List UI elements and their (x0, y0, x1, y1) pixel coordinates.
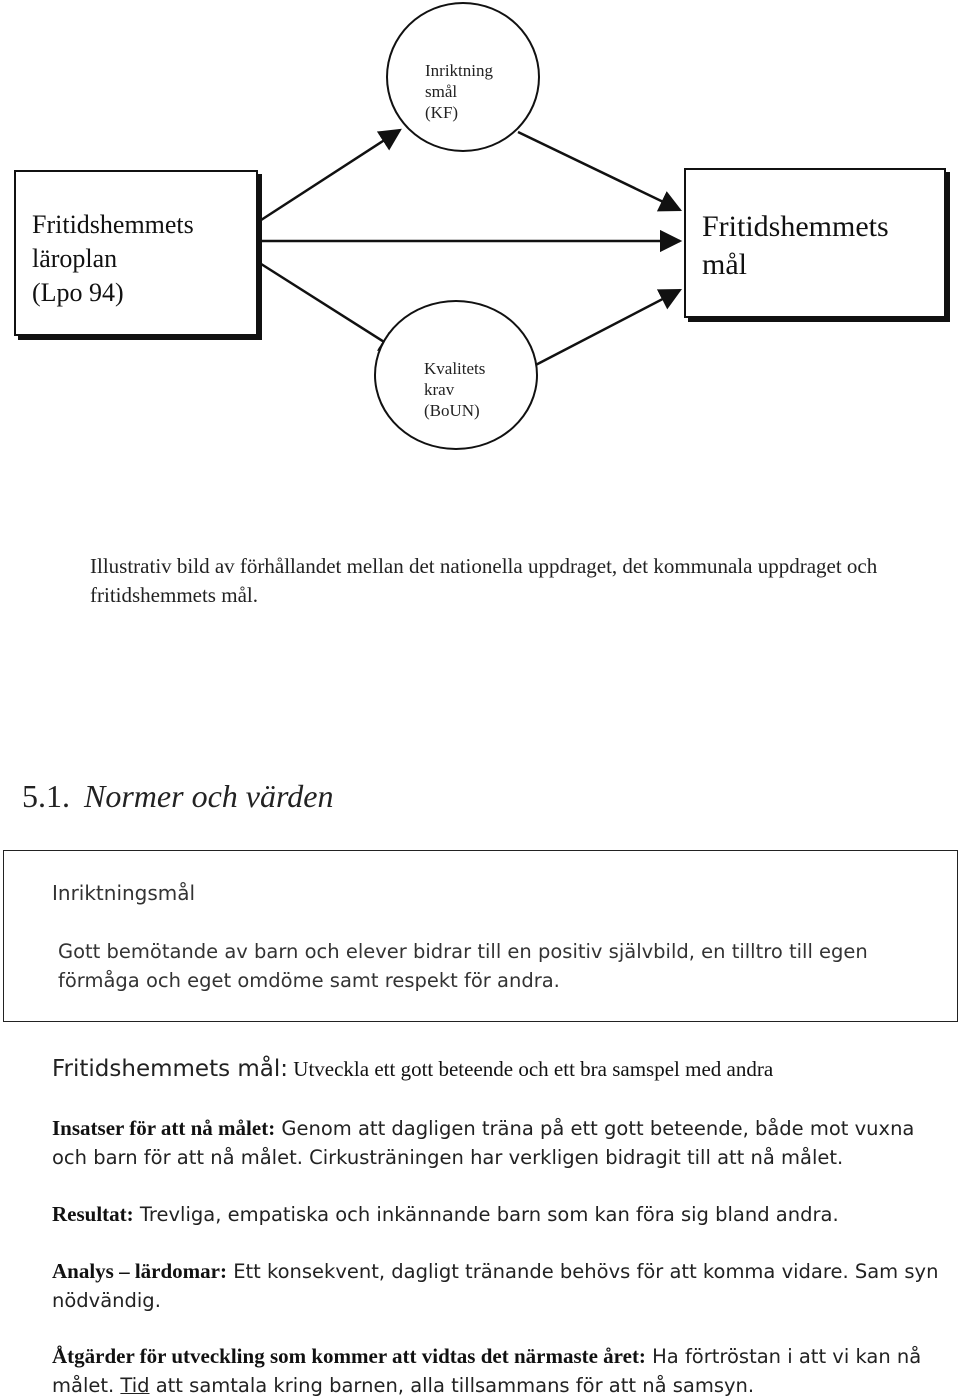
lpo-line-2: läroplan (32, 244, 118, 273)
mal-label: Fritidshemmets mål: (52, 1056, 289, 1082)
atgarder-label: Åtgärder för utveckling som kommer att vidtas det närmaste året: (52, 1344, 646, 1368)
lpo-line-3: (Lpo 94) (32, 278, 124, 307)
arrow-kf-to-mal (518, 132, 680, 210)
kf-line-2: smål (425, 82, 458, 101)
insatser-text: Genom att dagligen träna på ett gott beteende, både mot vuxna och barn för att nå målet. Cirkusträningen har verkligen bidragit till att nå målet. (52, 1117, 915, 1169)
analys-label: Analys – lärdomar: (52, 1259, 227, 1283)
boun-circle (374, 300, 538, 450)
arrow-boun-to-mal (526, 290, 680, 370)
paragraph-atgarder (52, 1342, 952, 1400)
paragraph-resultat (52, 1200, 952, 1229)
goal-box (3, 850, 958, 1022)
kf-circle (386, 2, 540, 152)
lpo-box (14, 170, 258, 336)
section-heading (22, 778, 334, 815)
atgarder-underlined: Tid (120, 1374, 150, 1397)
boun-line-2: krav (424, 380, 455, 399)
arrow-lpo-to-boun (258, 262, 400, 352)
atgarder-text-before: Ha förtröstan i att vi kan nå målet. (52, 1345, 922, 1397)
mal-text: Utveckla ett gott beteende och ett bra samspel med andra (288, 1057, 774, 1081)
resultat-label: Resultat: (52, 1202, 134, 1226)
boun-line-3: (BoUN) (424, 401, 480, 420)
insatser-label: Insatser för att nå målet: (52, 1116, 276, 1140)
goal-title: Inriktningsmål (52, 881, 196, 905)
resultat-text: Trevliga, empatiska och inkännande barn som kan föra sig bland andra. (133, 1203, 839, 1226)
mal-line-2: mål (702, 248, 747, 281)
arrow-lpo-to-kf (258, 130, 400, 222)
analys-text: Ett konsekvent, dagligt tränande behövs för att komma vidare. Sam syn nödvändig. (52, 1260, 939, 1312)
paragraph-insatser (52, 1114, 952, 1172)
boun-line-1: Kvalitets (424, 359, 486, 378)
mal-box (684, 168, 946, 318)
section-title: Normer och värden (84, 778, 334, 814)
lpo-line-1: Fritidshemmets (32, 210, 194, 239)
paragraph-mal (52, 1055, 952, 1084)
paragraph-analys (52, 1257, 952, 1315)
kf-line-1: Inriktning (425, 61, 493, 80)
atgarder-text-after: att samtala kring barnen, alla tillsammans för att nå samsyn. (149, 1374, 755, 1397)
kf-line-3: (KF) (425, 103, 459, 122)
section-number: 5.1. (22, 778, 70, 814)
diagram-caption: Illustrativ bild av förhållandet mellan det nationella uppdraget, det kommunala uppdraget och fritidshemmets mål. (90, 554, 878, 607)
mal-line-1: Fritidshemmets (702, 210, 889, 243)
relationship-diagram (0, 0, 960, 520)
goal-text: Gott bemötande av barn och elever bidrar till en positiv självbild, en tilltro till egen förmåga och eget omdöme samt respekt för andra. (58, 940, 868, 992)
